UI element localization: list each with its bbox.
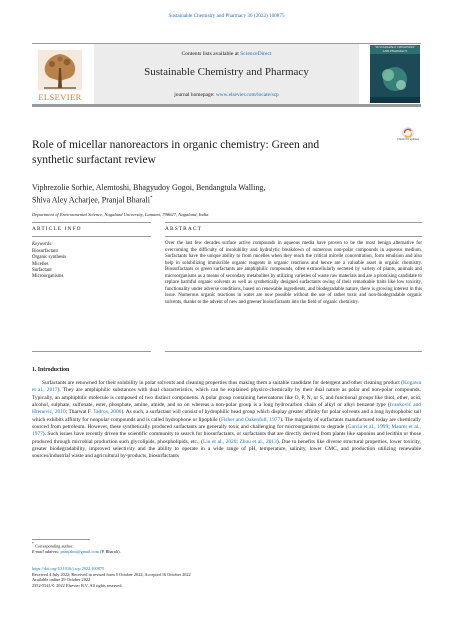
email-suffix: (P. Bharali). <box>98 548 121 554</box>
citation-link[interactable]: Tadros, 2006 <box>93 409 122 416</box>
intro-text: ). As such, a surfactant will consist of hydrophilic head group which display greater affinity for polar solvents and a long hydrophobic tail which exhibits affinity for nonpolar compounds and is called hydrophone or lipophile ( <box>32 409 421 423</box>
elsevier-logo[interactable] <box>32 48 88 100</box>
affiliation: Department of Environmental Science, Nagaland University, Lumami, 798627, Nagaland, India <box>32 212 209 217</box>
available-online: Available online 29 October 2022 <box>32 577 91 583</box>
keywords-heading: Keywords: <box>32 242 53 247</box>
abstract-top-rule <box>165 222 422 223</box>
sciencedirect-link[interactable]: ScienceDirect <box>240 51 272 57</box>
journal-cover-thumbnail[interactable] <box>370 45 420 103</box>
corresponding-author-label: Corresponding author. <box>34 543 74 549</box>
citation-link[interactable]: Ivanković and Hrenović, 2010 <box>32 402 422 416</box>
introduction-paragraph <box>32 380 421 461</box>
citation-link[interactable]: Fisher and Oakenfull, 1977 <box>220 416 281 423</box>
intro-text: ). They are amphiphilic substances with dual characteristics, which can be explained physico-chemically by their dual nature as polar and non-polar compounds. Typically, an amphiphilic molecule is composed of two distinct components. A polar group containing heteroatoms like O, P, N, or S, and functional groups like thiol, ether, acid, alcohol, sulphate, sulfonate, ester, phosphate, amine, amide, and so on whereas a non-polar group is a long hydrocarbon chain of alkyl or alkyl benzene type ( <box>32 387 421 409</box>
article-info-heading: ARTICLE INFO <box>32 226 82 232</box>
author-list <box>32 182 392 206</box>
intro-text: ). Due to benefits like diverse structural properties, lower toxicity, greater biodegradability, improved selectivity and the ability to operate in a wide range of pH, temperature, salinity, lower CMC, and production utilizing renewable sources/industrial waste and agricultural by-products, biosurfactants <box>32 438 421 460</box>
intro-text: ; <box>388 424 392 431</box>
elsevier-wordmark: ELSEVIER <box>38 92 82 102</box>
keyword-item: Micelles <box>32 261 49 267</box>
citation-link[interactable]: Liu et al., 2020 <box>202 438 237 445</box>
citation-link[interactable]: Garcia et al., 1999 <box>347 424 389 431</box>
check-for-updates-badge[interactable] <box>396 126 420 148</box>
contents-prefix: Contents lists available at <box>181 51 241 57</box>
section-heading-introduction: 1. Introduction <box>32 367 70 373</box>
copyright: 2352-5541/© 2022 Elsevier B.V. All rights reserved. <box>32 582 123 588</box>
keyword-item: Microorganisms <box>32 274 64 280</box>
intro-text: ; Tharwat F. <box>65 409 94 416</box>
keyword-item: Biosurfactant <box>32 249 58 254</box>
intro-text: Surfactants are renowned for their solubility in polar solvents and cleaning properties thus making them a suitable candidate for detergent and other cleaning product ( <box>42 380 404 386</box>
check-updates-label: Check for updates <box>397 137 419 141</box>
footnote-mark: * <box>32 542 34 546</box>
journal-title: Sustainable Chemistry and Pharmacy <box>144 66 309 78</box>
keyword-item: Organic synthesis <box>32 255 67 261</box>
footnote <box>32 542 392 554</box>
authors-line-1[interactable]: Viphrezolie Sorhie, Alemtoshi, Bhagyudoy Gogoi, Bendangtula Walling, <box>32 183 266 192</box>
article-info-mid-rule <box>32 236 151 237</box>
footnote-rule <box>32 539 90 540</box>
introduction-body <box>32 380 421 461</box>
publication-info <box>32 566 392 588</box>
cover-title: SUSTAINABLE CHEMISTRY AND PHARMACY <box>375 45 415 53</box>
journal-reference[interactable]: Sustainable Chemistry and Pharmacy 30 (2022) 100875 <box>168 13 285 19</box>
corresponding-author-mark[interactable]: * <box>149 196 153 201</box>
journal-header <box>32 43 421 107</box>
intro-text: ). Such issues have recently driven the scientific community to search for biosurfactants, or surfactants that are directly derived from plants like saponins and lecithin or those produced through microbial production such glycolipids, phospholipids, etc., ( <box>32 431 421 445</box>
article-history: Received 4 July 2022; Received in revised form 5 October 2022; Accepted 16 October 2022 <box>32 571 191 577</box>
keyword-item: Surfactant <box>32 267 52 273</box>
article-info-top-rule <box>32 222 151 223</box>
abstract-text: Over the last few decades surface active compounds in aqueous media have proven to be the most benign alternative for overcoming the difficulty of insolubility and hydrolytic breakdown of numerous non-polar compounds in aqueous medium. Surfactants have the unique ability to from micelles when they reach the critical micelle concentration, form emulsion and also help in solubilizing immiscible organic reagents in organic reactions and hence are a valuable asset in organic chemistry. Biosurfactants or green surfactants are amphiphilic compounds, often extracellularly secreted by variety of plants, animals and microorganisms as a means of secondary metabolites by utilizing varieties of waste raw materials and are a promising candidate to replace harmful organic solvents as well as synthetically designed surfactants owing of their remarkable traits like low toxicity, functionality under adverse conditions, based on renewable ingredients, and biodegradable nature, there is growing interest in this issue. Numerous organic reactions in water are now possible without the use of rather toxic and non-biodegradable organic solvents, thanks to the advent of new and greener biosurfactants into the field of organic chemistry. <box>165 241 422 305</box>
homepage-link[interactable]: www.elsevier.com/locate/scp <box>215 92 279 98</box>
abstract-mid-rule <box>165 236 422 237</box>
elsevier-tree-icon <box>32 48 88 92</box>
article-title: Role of micellar nanoreactors in organic chemistry: Green and synthetic surfactant review <box>32 139 320 166</box>
cover-art-icon <box>370 45 420 103</box>
homepage-prefix: journal homepage: <box>174 92 216 98</box>
keyword-list <box>32 249 66 280</box>
citation-link[interactable]: Zhou et al., 2013 <box>239 438 277 445</box>
abstract-heading: ABSTRACT <box>165 226 202 232</box>
article-info-bottom-rule <box>32 351 151 352</box>
doi-link[interactable]: https://doi.org/10.1016/j.scp.2022.100875 <box>32 566 105 571</box>
email-label: E-mail address: <box>32 548 61 554</box>
citation-link[interactable]: Kogawa et al., 2017 <box>32 380 421 394</box>
abstract-bottom-rule <box>165 351 422 352</box>
homepage-line <box>94 92 359 98</box>
email-link[interactable]: pranjalnu@gmail.com <box>60 548 99 554</box>
journal-header-center <box>94 44 359 104</box>
contents-line <box>94 51 359 57</box>
intro-text: ; <box>236 438 240 445</box>
citation-link[interactable]: Maurer et al., 1977 <box>32 424 421 438</box>
intro-text: ). The majority of surfactants manufactured today are chemically sourced from petroleum. However, these synthetically produced surfactants are generally toxic and challenging for microorganisms to degrade ( <box>32 416 421 431</box>
authors-line-2[interactable]: Shiva Aley Acharjee, Pranjal Bharali <box>32 195 150 205</box>
